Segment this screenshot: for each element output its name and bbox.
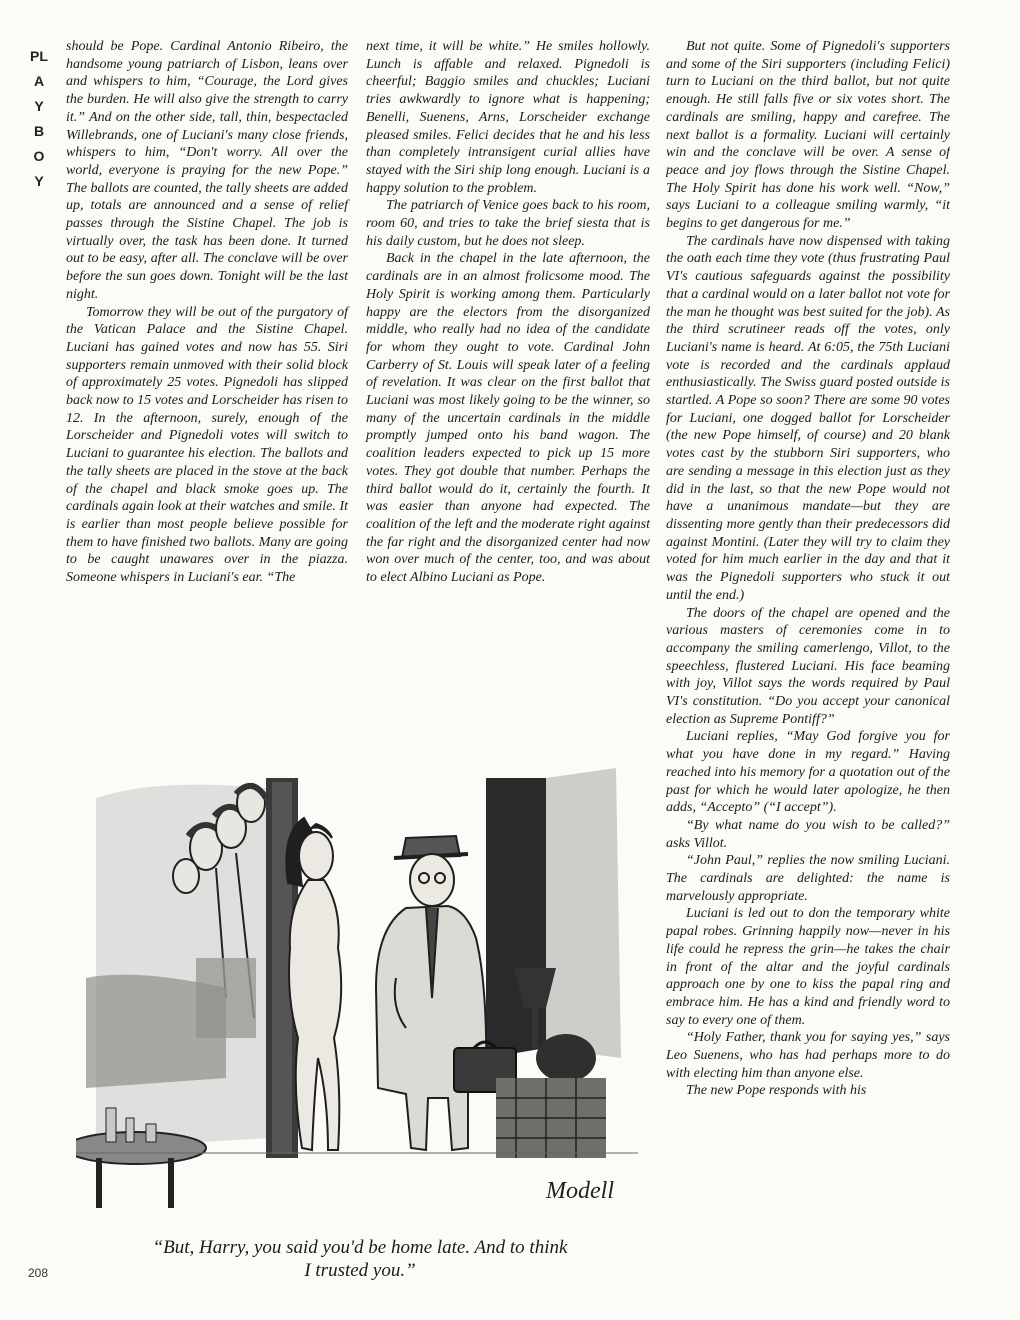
paragraph: Luciani is led out to don the temporary white papal robes. Grinning happily now—never in his life could he repress the grin—he takes the chair in front of the altar and the joyful cardinals approach one by one to kiss the papal ring and embrace him. He has a kind and friendly word to say to every one of them. [666,906,950,1028]
cartoon-caption [80,1236,640,1282]
paragraph: But not quite. Some of Pignedoli's supporters and some of the Siri supporters (including Felici) turn to Luciani on the third ballot, but not quite enough. He still falls five or six votes short. The cardinals are smiling, happy and carefree. The next ballot is a formality. Luciani will certainly win and the conclave will be over. A sense of peace and joy flows through the Sistine Chapel. The Holy Spirit has done his work well. “Now,” says Luciani to a colleague smiling warmly, “it begins to get dangerous for me.” [666,39,950,232]
paragraph: Back in the chapel in the late afternoon, the cardinals are in an almost frolicsome mood. The Holy Spirit is working among them. Particularly happy are the electors from the disorganized middle, who really had no idea of the candidate for whom they ought to vote. Cardinal John Carberry of St. Louis will speak later of a feeling of revelation. It was clear on the first ballot that Luciani was most likely going to be the winner, so many of the uncertain cardinals in the middle promptly jumped onto his band wagon. The coalition leaders expected to pick up 15 more votes. They got double that number. Perhaps the third ballot would do it, certainly the fourth. It was easier than anyone had expected. The coalition of the left and the moderate right against the far right and the disorganized center had now won over much of the center, too, and was about to elect Albino Luciani as Pope. [366,251,650,586]
paragraph: The cardinals have now dispensed with taking the oath each time they vote (thus frustrating Paul VI's cautious safeguards against the possibility that a cardinal would on a later ballot not vote for the man he thought was best suited for the job). As the third scrutineer reads off the votes, only Luciani's name is heard. At 6:05, the 75th Luciani vote is recorded and the cardinals applaud enthusiastically. The Swiss guard posted outside is startled. A Pope so soon? There are some 90 votes for Luciani, one dogged ballot for Lorscheider (the new Pope himself, of course) and 20 blank votes cast by the stubborn Siri supporters, who are sending a message in this election just as they did in the last, so that the new Pope would not have a unanimous mandate—but they are dissenting more gently than their predecessors did against Montini. (Later they will try to claim they voted for him much earlier in the day and that it was the Pignedoli supporters who stuck it out until the end.) [666,233,950,603]
paragraph: next time, it will be white.” He smiles hollowly. Lunch is affable and relaxed. Pignedoli is cheerful; Baggio smiles and chuckles; Luciani tries awkwardly to ignore what is happening; Benelli, Suenens, Arns, Lorscheider exchange pleased smiles. Felici decides that he and his less than completely intransigent curial allies have stayed with the Siri ship long enough. Luciani is a happy solution to the problem. [366,39,650,196]
paragraph: “John Paul,” replies the now smiling Luciani. The cardinals are delighted: the name is marvelously appropriate. [666,853,950,904]
text-column-3 [666,38,950,1298]
paragraph: The patriarch of Venice goes back to his room, room 60, and tries to take the brief siesta that is his daily custom, but he does not sleep. [366,198,650,249]
paragraph: The doors of the chapel are opened and the various masters of ceremonies come in to accompany the smiling camerlengo, Villot, to the speechless, flustered Luciani. His face beaming with joy, Villot says the words required by Paul VI's constitution. “Do you accept your canonical election as Supreme Pontiff?” [666,605,950,727]
paragraph: “Holy Father, thank you for saying yes,” says Leo Suenens, who has had perhaps more to do with electing him than anyone else. [666,1030,950,1081]
artist-signature: Modell [546,1178,614,1204]
paragraph: The new Pope responds with his [686,1083,867,1099]
caption-line: “But, Harry, you said you'd be home late. And to think [152,1237,568,1258]
paragraph: Tomorrow they will be out of the purgatory of the Vatican Palace and the Sistine Chapel. Luciani has gained votes and now has 55. Siri supporters remain unmoved with their solid block of approximately 25 votes. Pignedoli has slipped back now to 15 votes and Lorscheider has risen to 12. In the afternoon, surely, enough of the Lorscheider and Pignedoli votes will switch to Luciani to guarantee his election. The ballots and the tally sheets are placed in the stove at the back of the chapel and black smoke goes up. The cardinals again look at their watches and smile. It is earlier than most people believe possible for them to have finished two ballots. Many are going to be caught unawares over in the piazza. Someone whispers in Luciani's ear. “The [66,304,348,586]
caption-line: I trusted you.” [304,1260,416,1281]
cartoon-illustration [76,758,638,1222]
paragraph: “By what name do you wish to be called?” asks Villot. [666,817,950,851]
text-column-1 [66,38,348,718]
paragraph: Luciani replies, “May God forgive you for what you have done in my regard.” Having reached into his memory for a quotation out of the past for which he would later apologize, he then adds, “Accepto” (“I accept”). [666,729,950,816]
page-number: 208 [28,1266,49,1280]
magazine-name: PLAYBOY [30,48,48,189]
paragraph: should be Pope. Cardinal Antonio Ribeiro, the handsome young patriarch of Lisbon, leans over and whispers to him, “Courage, the Lord gives the burden. He will also give the strength to carry it.” And on the other side, tall, thin, bespectacled Willebrands, one of Luciani's many close friends, whispers to him, “Don't worry. All over the world, everyone is praying for the new Pope.” The ballots are counted, the tally sheets are added up, totals are announced and a sense of relief passes through the Sistine Chapel. The job is virtually over, the task has been done. It turned out to be easy, after all. The conclave will be over before the sun goes down. Tonight will be the last night. [66,39,348,302]
text-column-2 [366,38,650,718]
